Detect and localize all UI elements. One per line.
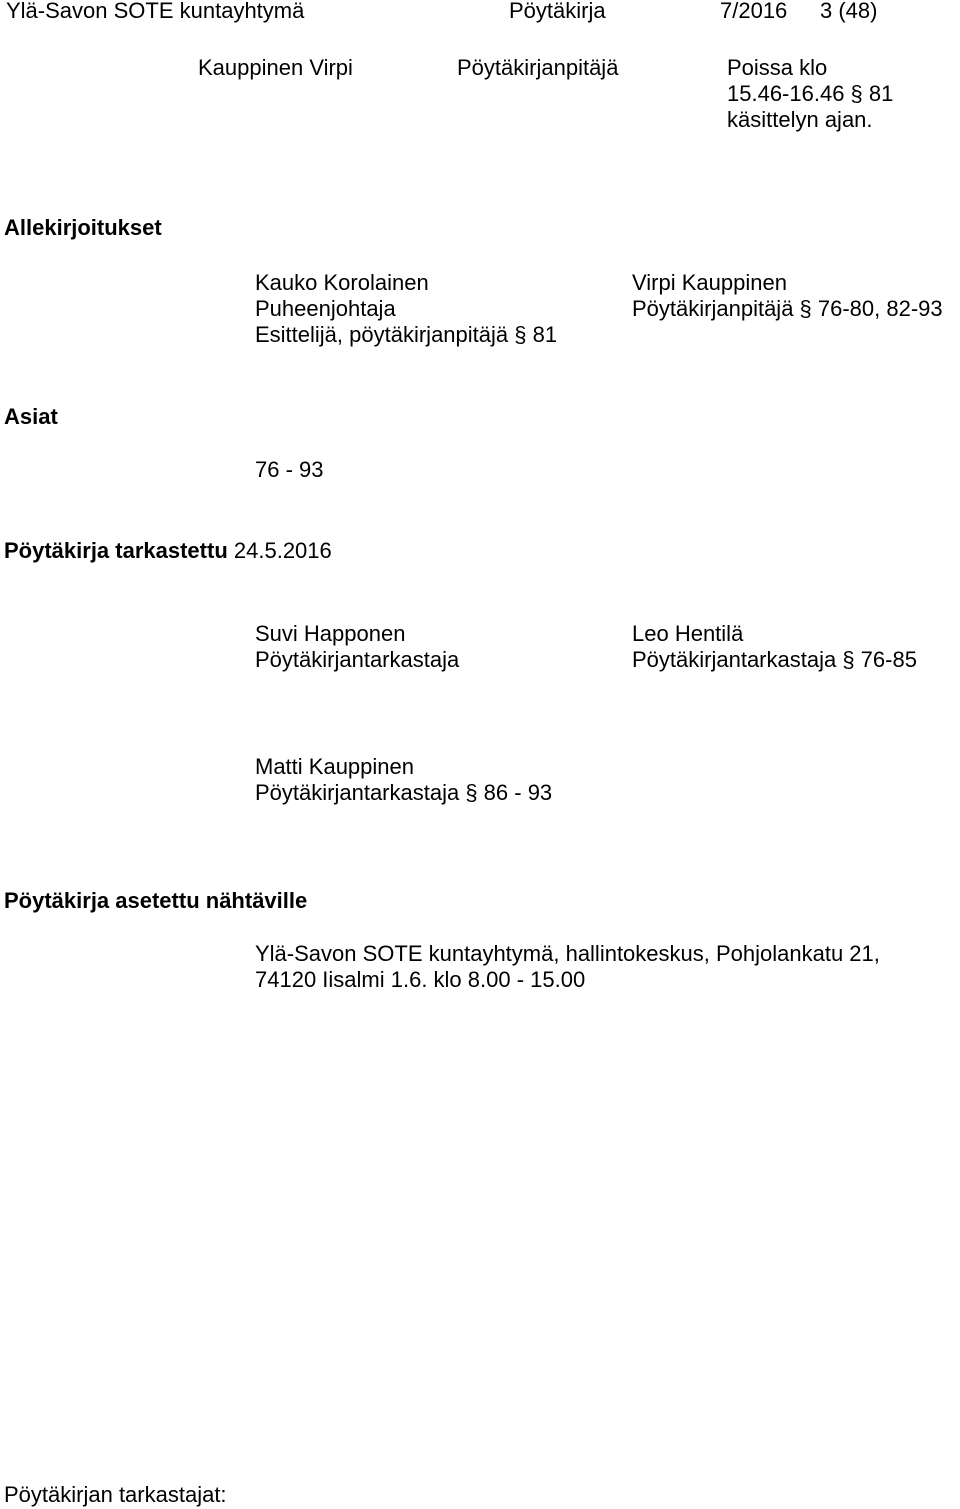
signer-left-name: Kauko Korolainen	[255, 270, 429, 295]
attendee-note-3: käsittelyn ajan.	[727, 107, 873, 132]
inspection-date: 24.5.2016	[233, 538, 332, 563]
attendee-name: Kauppinen Virpi	[198, 55, 353, 80]
attendee-role: Pöytäkirjanpitäjä	[457, 55, 619, 80]
signer-left-title: Puheenjohtaja	[255, 296, 396, 321]
display-line-1: Ylä-Savon SOTE kuntayhtymä, hallintokeskus, Pohjolankatu 21,	[255, 941, 880, 966]
display-heading: Pöytäkirja asetettu nähtäville	[4, 888, 308, 913]
signer-right-title: Pöytäkirjanpitäjä § 76-80, 82-93	[632, 296, 943, 321]
display-line-2: 74120 Iisalmi 1.6. klo 8.00 - 15.00	[255, 967, 586, 992]
inspector-3-name: Matti Kauppinen	[255, 754, 414, 779]
attendee-note-2: 15.46-16.46 § 81	[727, 81, 894, 106]
inspector-2-name: Leo Hentilä	[632, 621, 744, 646]
signatures-heading: Allekirjoitukset	[4, 215, 162, 240]
header-doc-type: Pöytäkirja	[509, 0, 606, 23]
inspector-1-name: Suvi Happonen	[255, 621, 406, 646]
items-heading: Asiat	[4, 404, 58, 429]
signer-right-name: Virpi Kauppinen	[632, 270, 787, 295]
inspector-2-title: Pöytäkirjantarkastaja § 76-85	[632, 647, 917, 672]
header-page: 3 (48)	[820, 0, 878, 23]
header-number: 7/2016	[720, 0, 788, 23]
inspection-heading: Pöytäkirja tarkastettu	[4, 538, 228, 563]
signer-left-extra: Esittelijä, pöytäkirjanpitäjä § 81	[255, 322, 558, 347]
inspector-1-title: Pöytäkirjantarkastaja	[255, 647, 460, 672]
items-range: 76 - 93	[255, 457, 324, 482]
footer-label: Pöytäkirjan tarkastajat:	[4, 1482, 227, 1507]
header-org: Ylä-Savon SOTE kuntayhtymä	[6, 0, 305, 23]
inspection-line	[4, 538, 332, 564]
attendee-note-1: Poissa klo	[727, 55, 828, 80]
inspector-3-title: Pöytäkirjantarkastaja § 86 - 93	[255, 780, 553, 805]
